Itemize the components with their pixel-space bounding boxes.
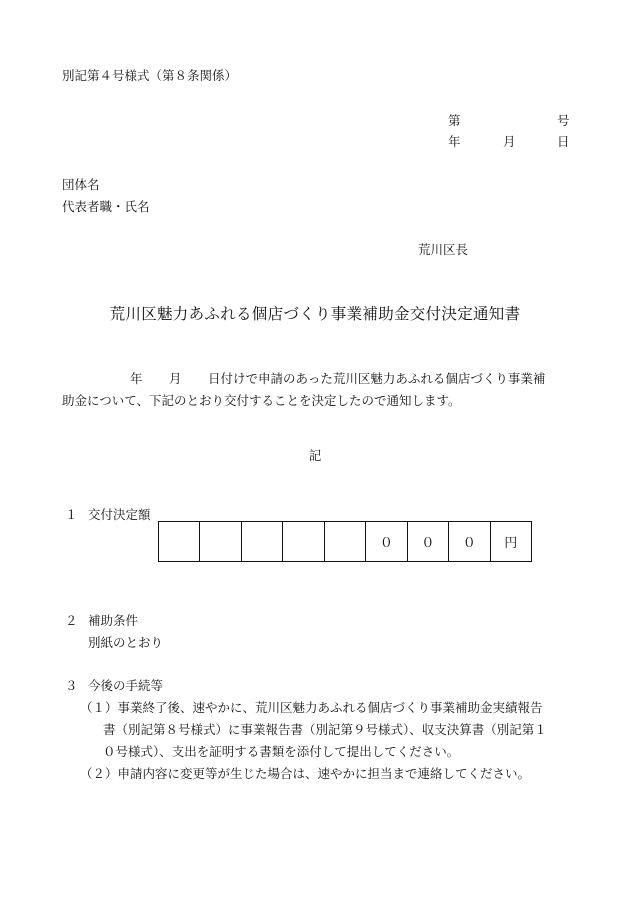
recipient-organization: 団体名 [62, 177, 100, 192]
procedure-item1-line3: ０号様式）、支出を証明する書類を添付して提出してください。 [103, 744, 460, 759]
amount-row [159, 522, 532, 562]
body-line-2: 助金について、下記のとおり交付することを決定したので通知します。 [62, 393, 461, 408]
amount-cell [159, 522, 200, 562]
body-year: 年 [130, 371, 143, 386]
section2-number: ２ [65, 613, 78, 628]
amount-unit-cell: 円 [490, 522, 532, 562]
procedure-item1-line1: （１）事業終了後、速やかに、荒川区魅力あふれる個店づくり事業補助金実績報告 [80, 700, 543, 715]
section3-label: 今後の手続等 [88, 678, 164, 693]
amount-cell: ０ [366, 522, 407, 562]
body-month: 月 [169, 371, 182, 386]
grant-amount-table [158, 521, 532, 562]
date-day: 日 [557, 134, 570, 149]
procedure-item2: （２）申請内容に変更等が生じた場合は、速やかに担当まで連絡してください。 [80, 766, 531, 781]
document-title: 荒川区魅力あふれる個店づくり事業補助金交付決定通知書 [109, 305, 521, 323]
form-reference: 別記第４号様式（第８条関係） [62, 68, 238, 83]
number-prefix: 第 [448, 113, 461, 128]
amount-cell: ０ [449, 522, 490, 562]
section1-label: 交付決定額 [88, 507, 151, 522]
recipient-representative: 代表者職・氏名 [62, 199, 150, 214]
issuer-name: 荒川区長 [418, 242, 469, 257]
amount-cell [283, 522, 324, 562]
amount-cell [200, 522, 241, 562]
procedure-item1-line2: 書（別記第８号様式）に事業報告書（別記第９号様式）、収支決算書（別記第１ [103, 722, 547, 737]
amount-cell [241, 522, 282, 562]
ki-heading: 記 [308, 448, 322, 463]
section3-number: ３ [65, 678, 78, 693]
amount-cell [324, 522, 365, 562]
section2-label: 補助条件 [88, 613, 139, 628]
number-suffix: 号 [557, 113, 570, 128]
date-month: 月 [503, 134, 516, 149]
section1-number: １ [65, 507, 78, 522]
body-line1-text: 日付けで申請のあった荒川区魅力あふれる個店づくり事業補 [208, 371, 546, 386]
date-year: 年 [448, 134, 461, 149]
amount-cell: ０ [407, 522, 448, 562]
section2-body: 別紙のとおり [88, 635, 164, 650]
